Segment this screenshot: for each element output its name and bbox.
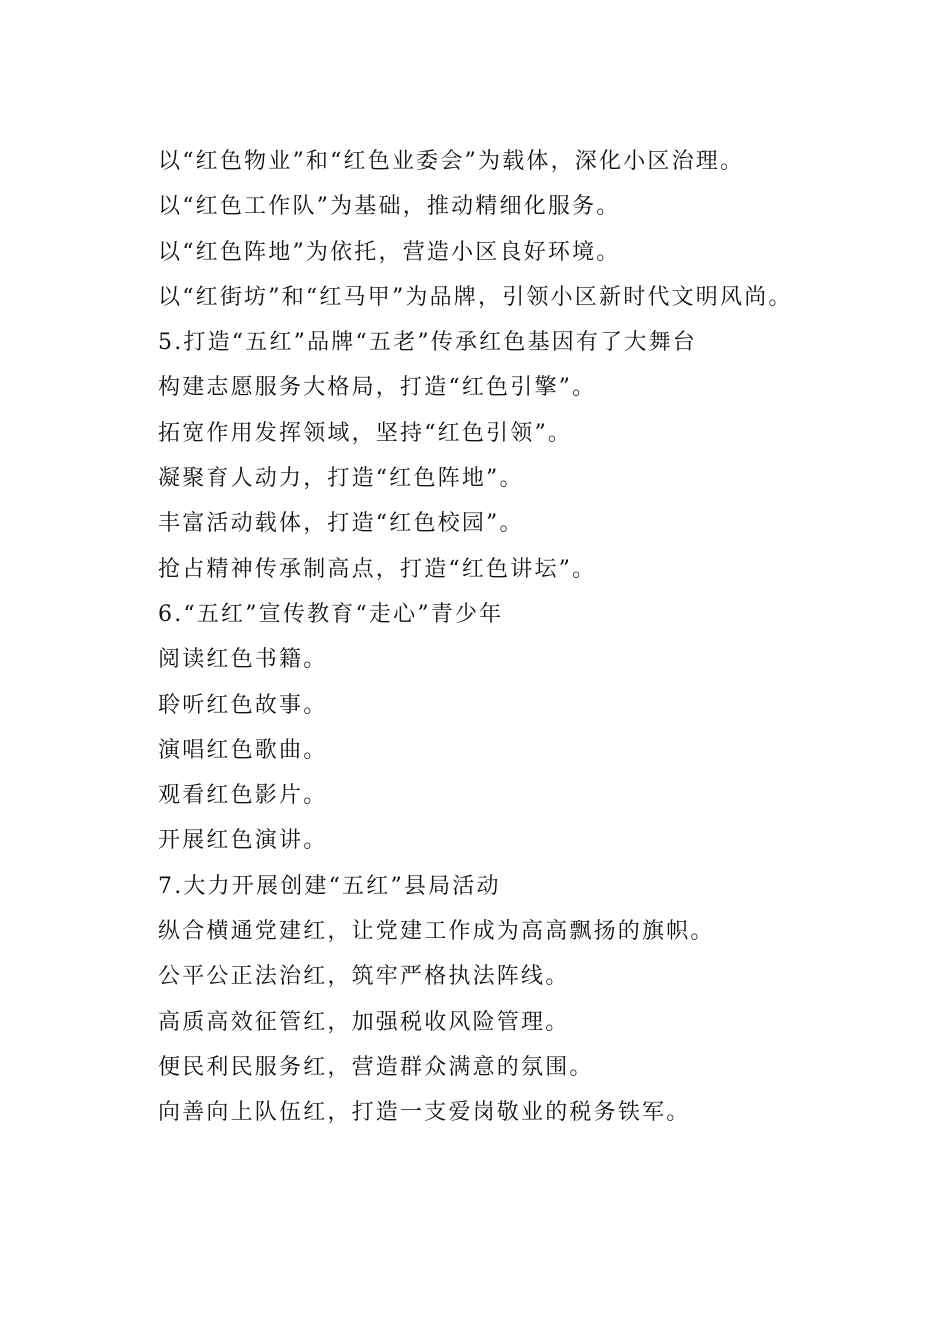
paragraph-watch-films: 观看红色影片。 <box>158 783 328 809</box>
paragraph-red-property: 以“红色物业”和“红色业委会”为载体，深化小区治理。 <box>158 149 745 174</box>
paragraph-sing-songs: 演唱红色歌曲。 <box>158 737 328 763</box>
document-page <box>113 139 825 1136</box>
paragraph-speeches: 开展红色演讲。 <box>158 828 328 854</box>
paragraph-service-red: 便民利民服务红，营造群众满意的氛围。 <box>158 1054 594 1080</box>
paragraph-team-red: 向善向上队伍红，打造一支爱岗敬业的税务铁军。 <box>158 1100 691 1126</box>
section-heading-7: 7.大力开展创建“五红”县局活动 <box>158 873 501 899</box>
paragraph-red-lead: 拓宽作用发挥领域，坚持“红色引领”。 <box>158 420 573 446</box>
paragraph-red-position-2: 凝聚育人动力，打造“红色阵地”。 <box>158 466 524 492</box>
paragraph-party-building-red: 纵合横通党建红，让党建工作成为高高飘扬的旗帜。 <box>158 919 715 945</box>
paragraph-red-neighborhood: 以“红街坊”和“红马甲”为品牌，引领小区新时代文明风尚。 <box>158 284 793 310</box>
section-heading-6: 6.“五红”宣传教育“走心”青少年 <box>158 601 504 627</box>
paragraph-red-engine: 构建志愿服务大格局，打造“红色引擎”。 <box>158 375 597 401</box>
paragraph-read-books: 阅读红色书籍。 <box>158 647 328 673</box>
paragraph-red-forum: 抢占精神传承制高点，打造“红色讲坛”。 <box>158 556 597 582</box>
section-heading-5: 5.打造“五红”品牌“五老”传承红色基因有了大舞台 <box>158 330 697 356</box>
paragraph-red-campus: 丰富活动载体，打造“红色校园”。 <box>158 511 524 537</box>
paragraph-listen-stories: 聆听红色故事。 <box>158 692 328 718</box>
paragraph-red-work-team: 以“红色工作队”为基础，推动精细化服务。 <box>158 194 621 220</box>
paragraph-tax-admin-red: 高质高效征管红，加强税收风险管理。 <box>158 1009 570 1035</box>
paragraph-red-position: 以“红色阵地”为依托，营造小区良好环境。 <box>158 239 621 265</box>
paragraph-rule-of-law-red: 公平公正法治红，筑牢严格执法阵线。 <box>158 964 570 990</box>
